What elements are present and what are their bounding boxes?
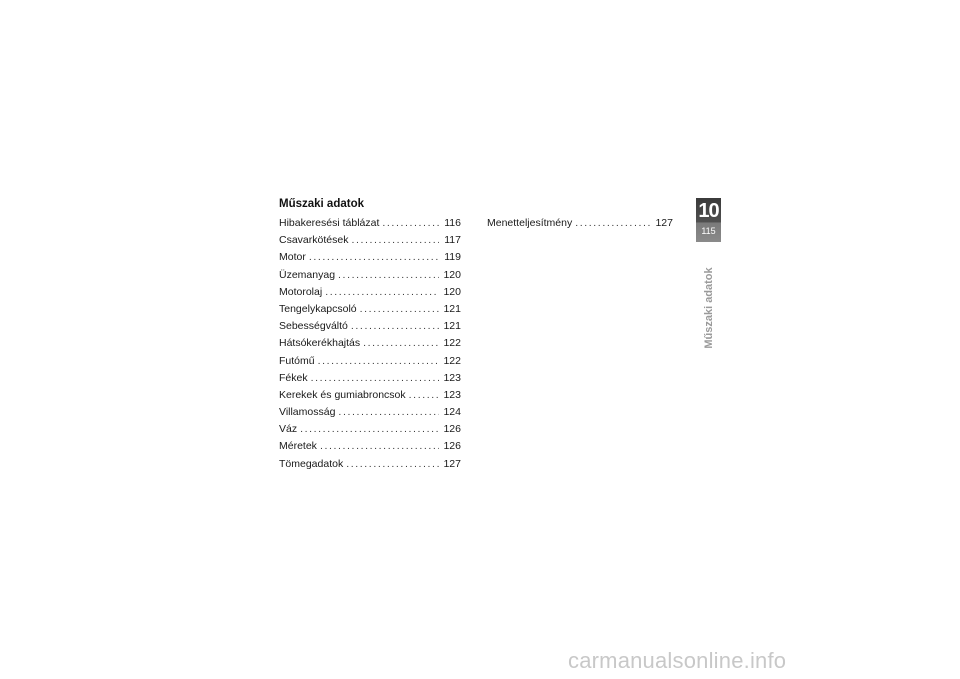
- toc-right-column: [487, 215, 673, 232]
- watermark-text: carmanualsonline.info: [568, 648, 787, 673]
- toc-leader-dots: [351, 318, 439, 335]
- toc-leader-dots: [360, 301, 439, 318]
- section-title: Műszaki adatok: [279, 198, 364, 210]
- toc-item[interactable]: [279, 284, 461, 301]
- toc-item-page: 119: [444, 251, 461, 264]
- toc-leader-dots: [311, 370, 439, 387]
- toc-item-page: 120: [443, 285, 461, 298]
- toc-item[interactable]: [279, 215, 461, 232]
- toc-item[interactable]: [279, 318, 461, 335]
- toc-item-label: Futómű: [279, 354, 315, 367]
- toc-item-page: 120: [443, 268, 461, 281]
- toc-item-page: 122: [443, 354, 461, 367]
- toc-item-page: 121: [443, 302, 461, 315]
- toc-leader-dots: [325, 284, 439, 301]
- toc-item[interactable]: [279, 404, 461, 421]
- toc-leader-dots: [309, 249, 439, 266]
- toc-item-label: Váz: [279, 423, 298, 436]
- toc-item[interactable]: [279, 301, 461, 318]
- toc-item[interactable]: [279, 335, 461, 352]
- toc-leader-dots: [320, 438, 439, 455]
- toc-item-page: 124: [443, 406, 461, 419]
- toc-item-label: Villamosság: [279, 406, 336, 419]
- page-number: 115: [701, 226, 716, 236]
- toc-item-label: Sebességváltó: [279, 320, 348, 333]
- toc-leader-dots: [318, 353, 439, 370]
- toc-item-label: Üzemanyag: [279, 268, 336, 281]
- chapter-tab: [696, 198, 721, 242]
- toc-item[interactable]: [279, 421, 461, 438]
- toc-item-page: 123: [443, 388, 461, 401]
- toc-item-page: 116: [444, 217, 461, 229]
- toc-item[interactable]: [279, 267, 461, 284]
- toc-item-label: Hátsókerékhajtás: [279, 337, 361, 350]
- toc-item-label: Motor: [279, 251, 306, 264]
- toc-item-label: Menetteljesítmény: [487, 217, 573, 229]
- toc-item-page: 117: [444, 234, 461, 247]
- toc-leader-dots: [409, 387, 439, 404]
- toc-leader-dots: [382, 215, 439, 232]
- toc-item-page: 127: [655, 217, 673, 229]
- toc-item-page: 121: [443, 320, 461, 333]
- chapter-side-label: Műszaki adatok: [703, 267, 715, 349]
- toc-item[interactable]: [279, 387, 461, 404]
- toc-leader-dots: [346, 456, 439, 473]
- toc-item-label: Hibakeresési táblázat: [279, 217, 380, 229]
- toc-item-label: Tengelykapcsoló: [279, 302, 357, 315]
- toc-item-label: Kerekek és gumiabroncsok: [279, 388, 406, 401]
- toc-item[interactable]: [279, 456, 461, 473]
- toc-item[interactable]: [279, 438, 461, 455]
- toc-item-page: 127: [443, 457, 461, 470]
- toc-item-label: Méretek: [279, 440, 317, 453]
- toc-leader-dots: [363, 335, 439, 352]
- toc-item[interactable]: [279, 232, 461, 249]
- toc-leader-dots: [300, 421, 439, 438]
- toc-item[interactable]: [279, 249, 461, 266]
- toc-item-label: Motorolaj: [279, 285, 323, 298]
- toc-item-page: 126: [443, 440, 461, 453]
- toc-item[interactable]: [279, 353, 461, 370]
- chapter-number: 10: [698, 200, 719, 222]
- toc-item-label: Tömegadatok: [279, 457, 344, 470]
- toc-leader-dots: [351, 232, 439, 249]
- toc-item[interactable]: [279, 370, 461, 387]
- toc-leader-dots: [338, 267, 439, 284]
- toc-left-column: [279, 215, 461, 473]
- toc-item[interactable]: [487, 215, 673, 232]
- toc-item-page: 122: [443, 337, 461, 350]
- toc-item-label: Csavarkötések: [279, 234, 349, 247]
- toc-item-label: Fékek: [279, 371, 308, 384]
- toc-leader-dots: [338, 404, 439, 421]
- toc-item-page: 126: [443, 423, 461, 436]
- toc-item-page: 123: [443, 371, 461, 384]
- toc-leader-dots: [575, 215, 651, 232]
